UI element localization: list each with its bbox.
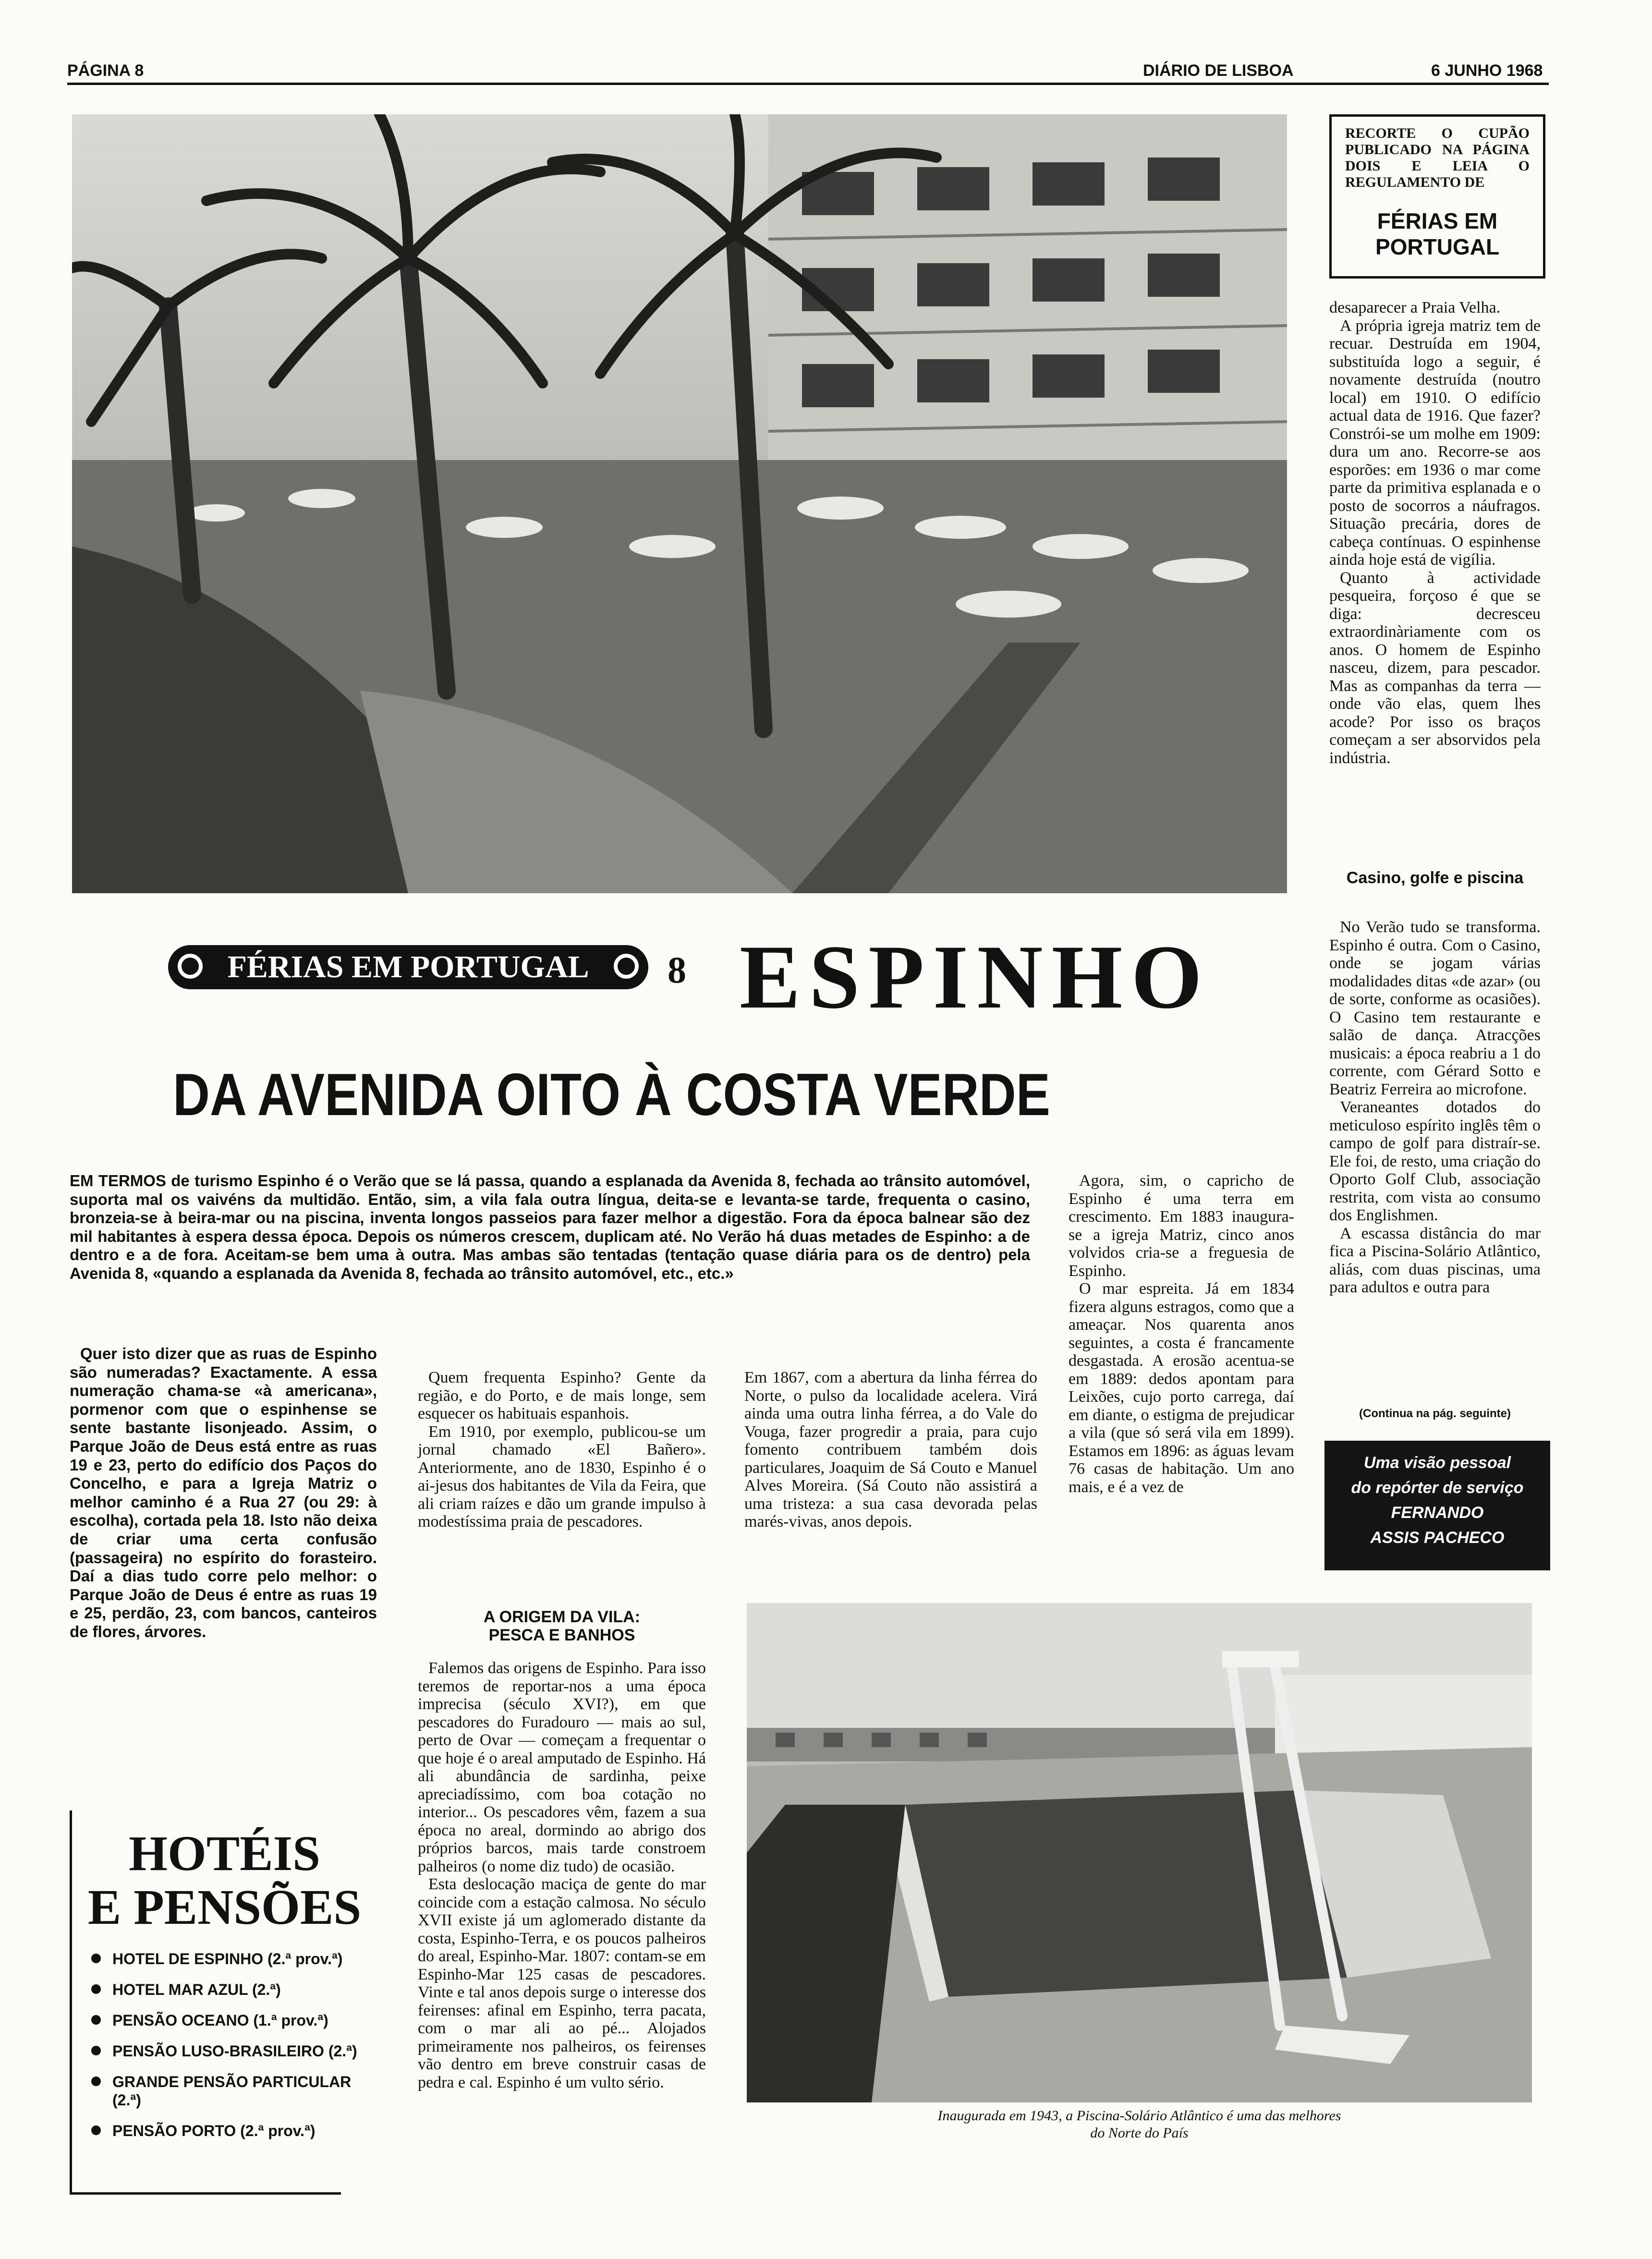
header-rule: [67, 83, 1549, 85]
column-3-text: [744, 1369, 1037, 1531]
hotels-list: [91, 1950, 360, 2152]
byline-line: Uma visão pessoal: [1363, 1454, 1511, 1472]
hotel-list-item: PENSÃO OCEANO (1.ª prov.ª): [91, 2011, 360, 2029]
casino-section-text: [1329, 918, 1541, 1297]
casino-section-heading: Casino, golfe e piscina: [1346, 869, 1524, 887]
subtitle: DA AVENIDA OITO À COSTA VERDE: [173, 1062, 1050, 1128]
origin-section-text: [418, 1659, 706, 2091]
bullet-icon: [91, 2077, 101, 2086]
hotels-box-rule: [72, 2192, 341, 2195]
photo-caption: [747, 2107, 1532, 2142]
hotel-list-item: PENSÃO LUSO-BRASILEIRO (2.ª): [91, 2042, 360, 2060]
bullet-icon: [91, 1954, 101, 1963]
right-column-upper-text: [1329, 299, 1541, 767]
hotel-list-item: PENSÃO PORTO (2.ª prov.ª): [91, 2122, 360, 2140]
hotels-title-line: E PENSÕES: [87, 1880, 362, 1935]
paragraph: Veraneantes dotados do meticuloso espírito inglês têm o campo de golf para distraír-se. Ele foi, de resto, uma criação do Oporto Golf Club, associação restrita, com vista ao consumo dos Englishmen.: [1329, 1098, 1541, 1224]
series-logo-text: FÉRIAS EM PORTUGAL: [227, 949, 589, 984]
bullet-icon: [91, 1984, 101, 1994]
newspaper-name: DIÁRIO DE LISBOA: [1143, 61, 1294, 80]
main-title: ESPINHO: [740, 927, 1211, 1028]
heading-line: PESCA E BANHOS: [488, 1626, 635, 1644]
esplanade-photo: [72, 114, 1287, 893]
paragraph: Quanto à actividade pesqueira, forçoso é que se diga: decresceu extraordinàriamente com os anos. O homem de Espinho nasceu, dizem, para pescador. Mas as companhas da terra — onde vão elas, quem lhes acode? Por isso os braços começam a ser absorvidos pela indústria.: [1329, 569, 1541, 767]
piscina-photo: [747, 1603, 1532, 2102]
series-logo: [168, 945, 648, 989]
byline-box: [1324, 1441, 1550, 1570]
byline-author: ASSIS PACHECO: [1370, 1529, 1505, 1547]
issue-date: 6 JUNHO 1968: [1431, 61, 1543, 80]
continued-note: (Continua na pág. seguinte): [1359, 1407, 1511, 1420]
bullet-icon: [91, 2046, 101, 2055]
byline-author: FERNANDO: [1391, 1504, 1484, 1522]
caption-line: do Norte do País: [1090, 2125, 1189, 2141]
circle-ornament-icon: [614, 954, 639, 979]
paragraph: Falemos das origens de Espinho. Para isso teremos de reportar-nos a uma época imprecisa (século XVI?), em que pescadores do Furadouro — mais ao sul, perto de Ovar — começam a frequentar o que hoje é o areal amputado de Espinho. Há ali abundância de sardinha, peixe apreciadíssimo, com boa cotação no interior... Os pescadores vêm, fazem a sua época no areal, dormindo ao abrigo dos próprios barcos, mais tarde constroem palheiros (o nome diz tudo) de ocasião.: [418, 1659, 706, 1875]
byline-line: do repórter de serviço: [1351, 1479, 1524, 1497]
paragraph: Esta deslocação maciça de gente do mar coincide com a estação calmosa. No século XVII existe já um aglomerado distante da costa, Espinho-Terra, e os poucos palheiros do areal, Espinho-Mar. 1807: contam-se em Espinho-Mar 125 casas de pescadores. Vinte e tal anos depois surge o interesse dos feirenses: afinal em Espinho, terra pacata, com o mar ali ao pé... Alojados primeiramente nos palheiros, os feirenses vão dentro em breve construir casas de pedra e cal. Espinho é um vulto sério.: [418, 1875, 706, 2091]
paragraph: Agora, sim, o capricho de Espinho é uma terra em crescimento. Em 1883 inaugura-se a igreja Matriz, cinco anos volvidos cria-se a freguesia de Espinho.: [1069, 1172, 1294, 1280]
coupon-notice-title: FÉRIAS EM PORTUGAL: [1375, 208, 1500, 259]
lead-paragraph: EM TERMOS de turismo Espinho é o Verão que se lá passa, quando a esplanada da Avenida 8, fechada ao trânsito automóvel, suporta mal os vaivéns da multidão. Então, sim, a vila fala outra língua, deita-se e levanta-se tarde, frequenta o casino, bronzeia-se à beira-mar ou na piscina, inventa longos passeios para fazer melhor a digestão. Fora da época balnear são dez mil habitantes à espera dessa época. Depois os números crescem, duplicam até. No Verão há duas metades de Espinho: a de dentro e a de fora. Aceitam-se bem uma à outra. Mas ambas são tentadas (tentação quase diária para os de dentro) pela Avenida 8, «quando a esplanada da Avenida 8, fechada ao trânsito automóvel, etc., etc.»: [70, 1172, 1030, 1282]
hotels-title: [72, 1827, 377, 1934]
paragraph: desaparecer a Praia Velha.: [1329, 299, 1501, 316]
column-1-text: Quer isto dizer que as ruas de Espinho são numeradas? Exactamente. A essa numeração chama-se «à americana», pormenor com que o espinhense se sente bastante lisonjeado. Assim, o Parque João de Deus está entre as ruas 19 e 23, perto do edifício dos Paços do Concelho, e para a Igreja Matriz o melhor caminho é a Rua 27 (ou 29: à escolha), cortada pela 18. Isto não deixa de criar uma certa confusão (passageira) no espírito do forasteiro. Daí a dias tudo corre pelo melhor: o Parque João de Deus é entre as ruas 19 e 25, perdão, 23, com bancos, canteiros de flores, árvores.: [70, 1345, 377, 1640]
page-number: PÁGINA 8: [67, 61, 144, 80]
caption-line: Inaugurada em 1943, a Piscina-Solário Atlântico é uma das melhores: [937, 2108, 1341, 2124]
hotels-title-line: HOTÉIS: [129, 1826, 320, 1881]
coupon-notice-box: [1329, 114, 1545, 279]
origin-section-heading: [418, 1608, 706, 1644]
paragraph: No Verão tudo se transforma. Espinho é outra. Com o Casino, onde se jogam várias modalidades ditas «de azar» (ou de sorte, conforme as ocasiões). O Casino tem restaurante e salão de dança. Atracções musicais: a época reabriu a 1 do corrente, com Gérard Sotto e Beatriz Ferreira ao microfone.: [1329, 918, 1541, 1098]
hotels-box: [70, 1810, 377, 2195]
column-4-text: [1069, 1172, 1294, 1496]
series-number: 8: [668, 949, 686, 991]
hotel-list-item: HOTEL DE ESPINHO (2.ª prov.ª): [91, 1950, 360, 1968]
bullet-icon: [91, 2015, 101, 2025]
circle-ornament-icon: [178, 954, 203, 979]
paragraph: O mar espreita. Já em 1834 fizera alguns estragos, como que a ameaçar. Nos quarenta anos seguintes, a costa é francamente desgastada. A erosão acentua-se em 1889: dedos apontam para Leixões, cujo porto carrega, daí em diante, o estigma de prejudicar a vila (que só será vila em 1899). Estamos em 1896: as águas levam 76 casas de habitação. Um ano mais, e é a vez de: [1069, 1280, 1294, 1496]
heading-line: A ORIGEM DA VILA:: [483, 1608, 641, 1626]
bullet-icon: [91, 2125, 101, 2135]
column-2-text: [418, 1369, 706, 1531]
hotel-list-item: GRANDE PENSÃO PARTICULAR (2.ª): [91, 2073, 360, 2109]
paragraph: A própria igreja matriz tem de recuar. Destruída em 1904, substituída logo a seguir, é novamente destruída (noutro local) em 1910. O edifício actual data de 1916. Que fazer? Constrói-se um molhe em 1909: dura um ano. Recorre-se aos esporões: em 1936 o mar come parte da primitiva esplanada e o posto de socorros a náufragos. Situação precária, dores de cabeça contínuas. O espinhense ainda hoje está de vigília.: [1329, 316, 1541, 569]
paragraph: Em 1867, com a abertura da linha férrea do Norte, o pulso da localidade acelera. Virá ainda uma outra linha férrea, a do Vale do Vouga, fazer progredir a praia, para cujo fomento contribuem também dois particulares, Joaquim de Sá Couto e Manuel Alves Moreira. (Sá Couto não assistirá a uma tristeza: a sua casa devorada pelas marés-vivas, anos depois.: [744, 1369, 1037, 1530]
paragraph: Quem frequenta Espinho? Gente da região, e do Porto, e de mais longe, sem esquecer os habituais espanhois.: [418, 1369, 706, 1422]
paragraph: A escassa distância do mar fica a Piscina-Solário Atlântico, aliás, com duas piscinas, uma para adultos e outra para: [1329, 1224, 1541, 1296]
paragraph: Em 1910, por exemplo, publicou-se um jornal chamado «El Bañero». Anteriormente, ano de 1830, Espinho é o ai-jesus dos habitantes de Vila da Feira, que ali criam raízes e dão um grande impulso à modestíssima praia de pescadores.: [418, 1422, 706, 1530]
hotel-list-item: HOTEL MAR AZUL (2.ª): [91, 1980, 360, 1999]
coupon-notice-text: RECORTE O CUPÃO PUBLICADO NA PÁGINA DOIS E LEIA O REGULAMENTO DE: [1345, 125, 1530, 190]
